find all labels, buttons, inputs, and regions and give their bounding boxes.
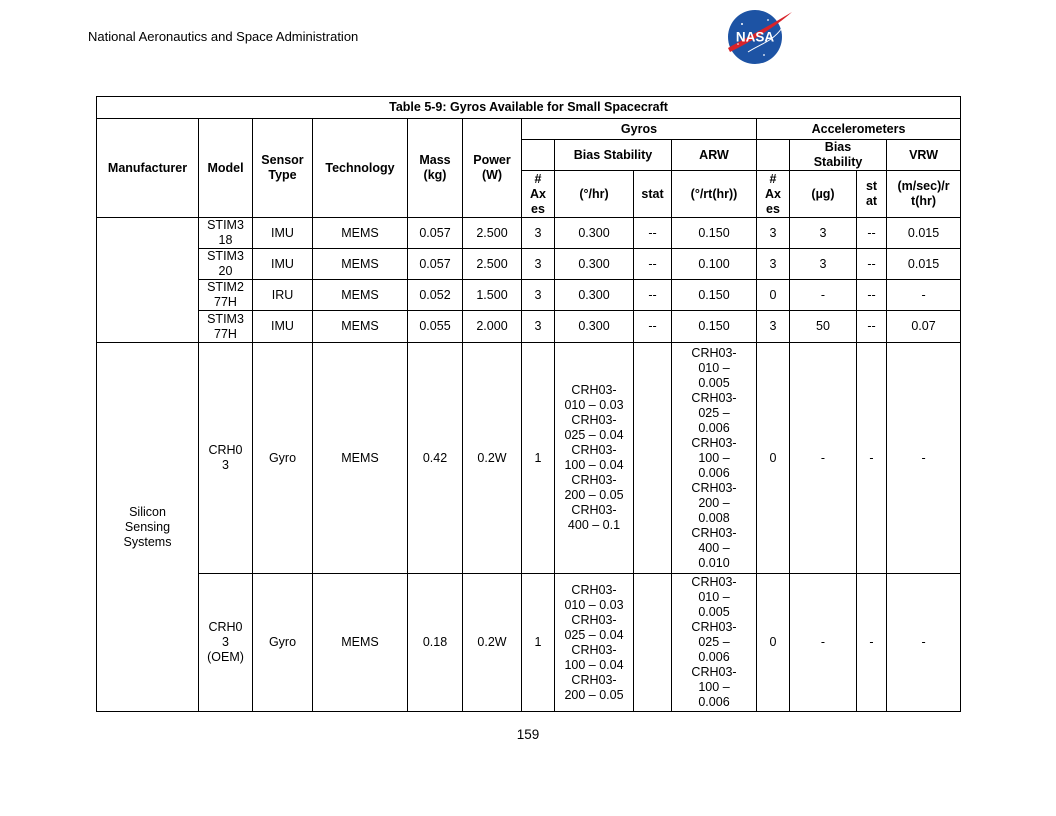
accel-stat-cell: --	[857, 218, 887, 249]
accel-axes-cell: 0	[757, 343, 790, 574]
mass-cell: 0.18	[408, 574, 463, 712]
header-manufacturer: Manufacturer	[97, 119, 199, 218]
accel-axes-cell: 0	[757, 280, 790, 311]
nasa-logo	[724, 8, 794, 66]
arw-cell: 0.150	[672, 280, 757, 311]
table-caption: Table 5-9: Gyros Available for Small Spacecraft	[97, 97, 961, 119]
gyro-axes-cell: 3	[522, 311, 555, 343]
technology-cell: MEMS	[313, 280, 408, 311]
header-accelerometers: Accelerometers	[757, 119, 961, 140]
vrw-cell: -	[887, 343, 961, 574]
accel-stat-cell: --	[857, 249, 887, 280]
page-number: 159	[516, 727, 540, 742]
table-row	[97, 218, 961, 249]
arw-cell: 0.150	[672, 218, 757, 249]
accel-stat-cell: -	[857, 574, 887, 712]
gyro-axes-cell: 1	[522, 574, 555, 712]
header-mass: Mass (kg)	[408, 119, 463, 218]
header-deg-hr: (°/hr)	[555, 171, 634, 218]
header-gyros: Gyros	[522, 119, 757, 140]
gyro-axes-cell: 3	[522, 249, 555, 280]
accel-stat-cell: --	[857, 311, 887, 343]
vrw-cell: -	[887, 574, 961, 712]
header-gyro-blank	[522, 140, 555, 171]
table-row	[97, 249, 961, 280]
gyro-axes-cell: 3	[522, 280, 555, 311]
stat-cell: --	[634, 249, 672, 280]
technology-cell: MEMS	[313, 311, 408, 343]
bias-cell: 0.300	[555, 311, 634, 343]
header-power: Power (W)	[463, 119, 522, 218]
model-cell: STIM3 18	[199, 218, 253, 249]
accel-axes-cell: 3	[757, 311, 790, 343]
technology-cell: MEMS	[313, 574, 408, 712]
header-arw: ARW	[672, 140, 757, 171]
vrw-cell: -	[887, 280, 961, 311]
accel-bias-cell: 3	[790, 218, 857, 249]
header-technology: Technology	[313, 119, 408, 218]
accel-bias-cell: -	[790, 343, 857, 574]
table-row	[97, 280, 961, 311]
accel-axes-cell: 0	[757, 574, 790, 712]
power-cell: 2.500	[463, 218, 522, 249]
vrw-cell: 0.07	[887, 311, 961, 343]
model-cell: STIM3 77H	[199, 311, 253, 343]
vrw-cell: 0.015	[887, 249, 961, 280]
accel-axes-cell: 3	[757, 249, 790, 280]
sensor-type-cell: IRU	[253, 280, 313, 311]
header-sensor-type: Sensor Type	[253, 119, 313, 218]
power-cell: 0.2W	[463, 343, 522, 574]
vrw-cell: 0.015	[887, 218, 961, 249]
mass-cell: 0.057	[408, 249, 463, 280]
accel-bias-cell: 3	[790, 249, 857, 280]
bias-cell: 0.300	[555, 280, 634, 311]
header-vrw: VRW	[887, 140, 961, 171]
organization-name: National Aeronautics and Space Administration	[88, 29, 359, 44]
header-ug: (µg)	[790, 171, 857, 218]
sensor-type-cell: IMU	[253, 249, 313, 280]
model-cell: CRH0 3 (OEM)	[199, 574, 253, 712]
gyro-axes-cell: 3	[522, 218, 555, 249]
header-gyro-axes: # Ax es	[522, 171, 555, 218]
header-stat: stat	[634, 171, 672, 218]
table-row	[97, 574, 961, 712]
mass-cell: 0.055	[408, 311, 463, 343]
stat-cell	[634, 343, 672, 574]
header-bias-stability: Bias Stability	[555, 140, 672, 171]
accel-stat-cell: -	[857, 343, 887, 574]
manufacturer-cell: Silicon Sensing Systems	[97, 343, 199, 712]
sensor-type-cell: IMU	[253, 218, 313, 249]
header-accel-stat: st at	[857, 171, 887, 218]
model-cell: STIM3 20	[199, 249, 253, 280]
arw-cell: CRH03- 010 – 0.005 CRH03- 025 – 0.006 CRH03- 100 – 0.006	[672, 574, 757, 712]
accel-stat-cell: --	[857, 280, 887, 311]
table-row	[97, 311, 961, 343]
accel-bias-cell: 50	[790, 311, 857, 343]
bias-cell: CRH03- 010 – 0.03 CRH03- 025 – 0.04 CRH03- 100 – 0.04 CRH03- 200 – 0.05 CRH03- 400 – 0.1	[555, 343, 634, 574]
stat-cell	[634, 574, 672, 712]
arw-cell: 0.100	[672, 249, 757, 280]
sensor-type-cell: IMU	[253, 311, 313, 343]
accel-axes-cell: 3	[757, 218, 790, 249]
technology-cell: MEMS	[313, 218, 408, 249]
mass-cell: 0.052	[408, 280, 463, 311]
arw-cell: 0.150	[672, 311, 757, 343]
svg-text:NASA: NASA	[735, 29, 775, 45]
arw-cell: CRH03- 010 – 0.005 CRH03- 025 – 0.006 CRH03- 100 – 0.006 CRH03- 200 – 0.008 CRH03- 400 – 0.010	[672, 343, 757, 574]
mass-cell: 0.057	[408, 218, 463, 249]
technology-cell: MEMS	[313, 343, 408, 574]
header-accel-bias-stability: Bias Stability	[790, 140, 887, 171]
mass-cell: 0.42	[408, 343, 463, 574]
power-cell: 1.500	[463, 280, 522, 311]
header-model: Model	[199, 119, 253, 218]
model-cell: STIM2 77H	[199, 280, 253, 311]
power-cell: 0.2W	[463, 574, 522, 712]
header-accel-blank	[757, 140, 790, 171]
bias-cell: CRH03- 010 – 0.03 CRH03- 025 – 0.04 CRH03- 100 – 0.04 CRH03- 200 – 0.05	[555, 574, 634, 712]
sensor-type-cell: Gyro	[253, 574, 313, 712]
accel-bias-cell: -	[790, 574, 857, 712]
technology-cell: MEMS	[313, 249, 408, 280]
accel-bias-cell: -	[790, 280, 857, 311]
sensor-type-cell: Gyro	[253, 343, 313, 574]
header-msec: (m/sec)/r t(hr)	[887, 171, 961, 218]
header-deg-rt-hr: (°/rt(hr))	[672, 171, 757, 218]
power-cell: 2.000	[463, 311, 522, 343]
gyros-table	[96, 96, 961, 712]
bias-cell: 0.300	[555, 218, 634, 249]
header-accel-axes: # Ax es	[757, 171, 790, 218]
stat-cell: --	[634, 280, 672, 311]
manufacturer-cell	[97, 218, 199, 343]
power-cell: 2.500	[463, 249, 522, 280]
stat-cell: --	[634, 218, 672, 249]
bias-cell: 0.300	[555, 249, 634, 280]
gyro-axes-cell: 1	[522, 343, 555, 574]
table-row	[97, 343, 961, 574]
stat-cell: --	[634, 311, 672, 343]
model-cell: CRH0 3	[199, 343, 253, 574]
